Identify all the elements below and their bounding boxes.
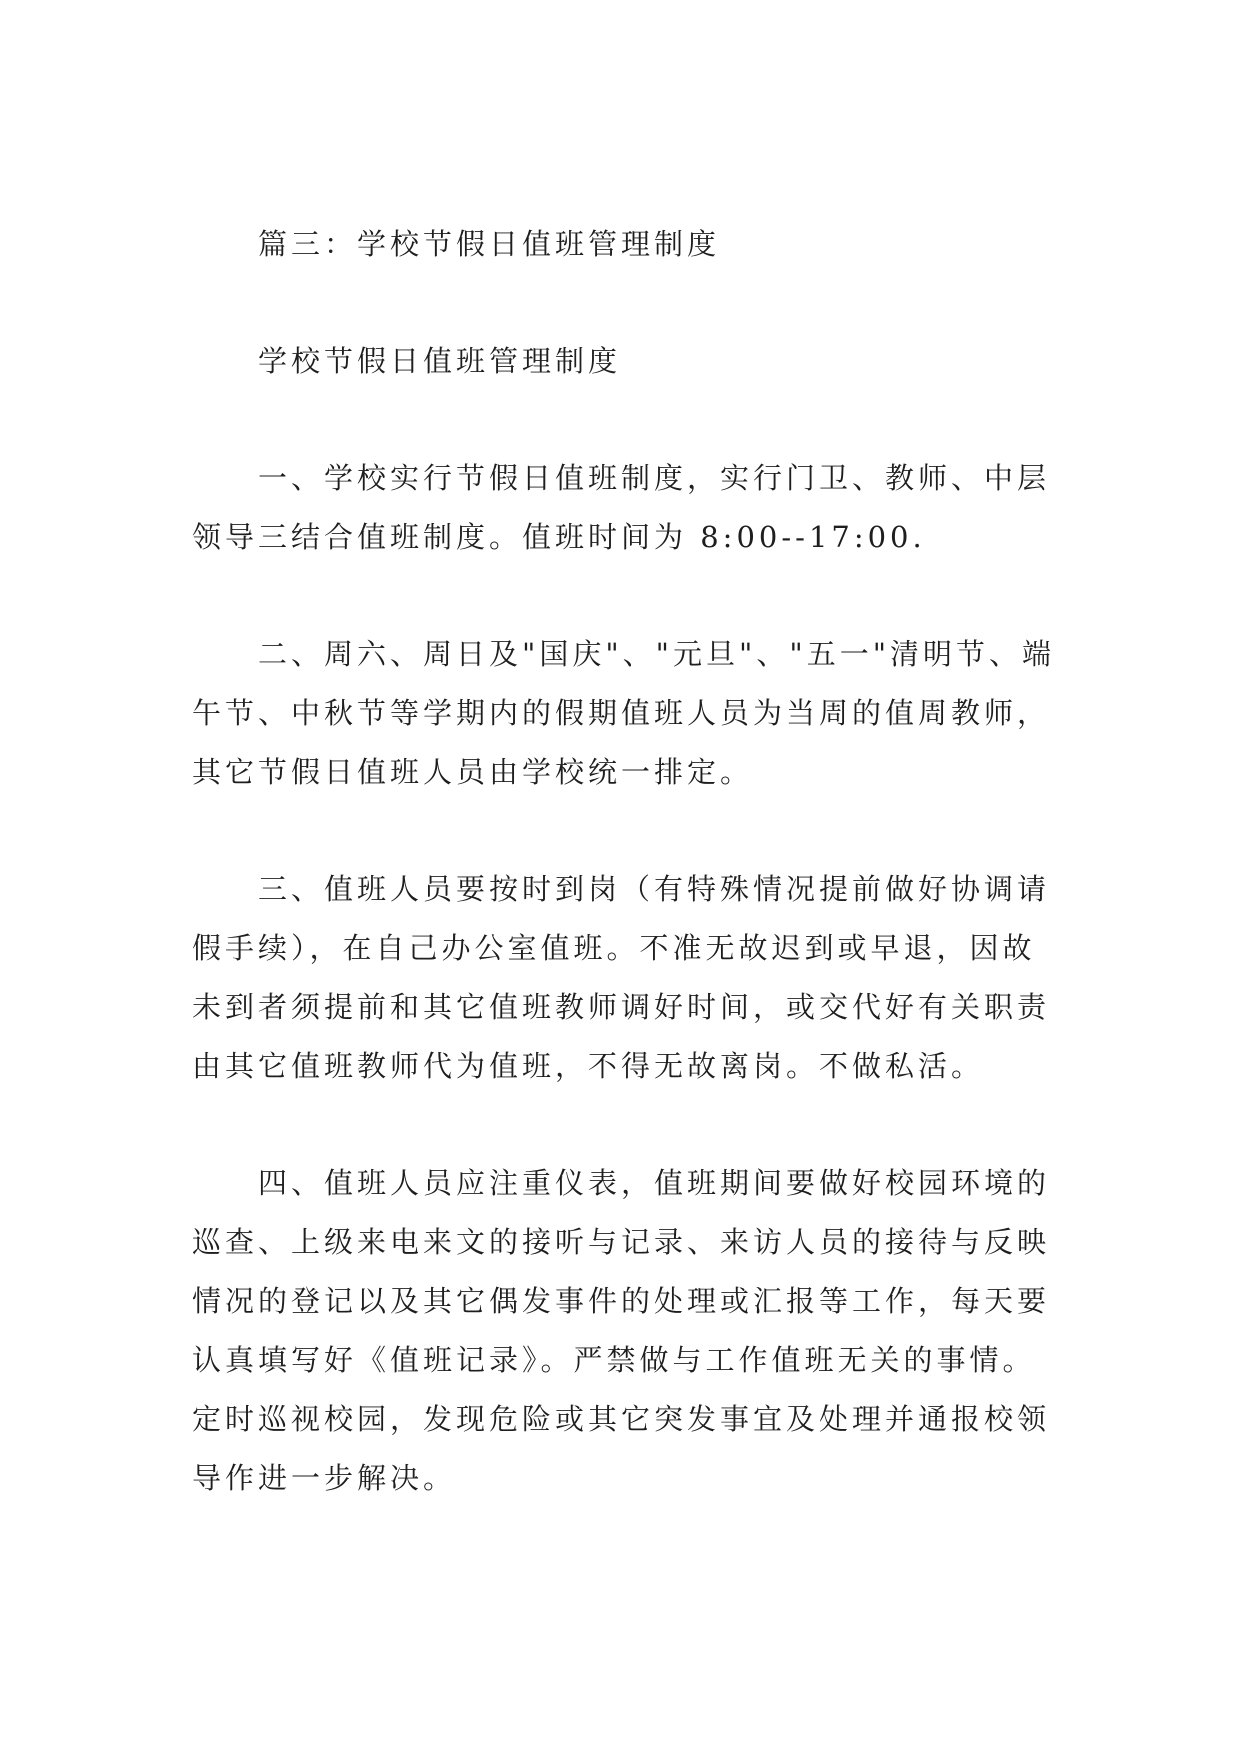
- paragraph-line: 一、学校实行节假日值班制度，实行门卫、教师、中层: [258, 461, 1051, 495]
- paragraph-line: 由其它值班教师代为值班，不得无故离岗。不做私活。: [192, 1049, 985, 1083]
- paragraph-line: 四、值班人员应注重仪表，值班期间要做好校园环境的: [258, 1166, 1051, 1200]
- paragraph-line: 未到者须提前和其它值班教师调好时间，或交代好有关职责: [192, 990, 1051, 1024]
- paragraph-line: 巡查、上级来电来文的接听与记录、来访人员的接待与反映: [192, 1225, 1051, 1259]
- paragraph-line: 其它节假日值班人员由学校统一排定。: [192, 755, 754, 789]
- paragraph-line: 导作进一步解决。: [192, 1461, 457, 1495]
- heading-text: 篇三：学校节假日值班管理制度: [258, 227, 721, 261]
- paragraph-line: 领导三结合值班制度。值班时间为 8:00--17:00.: [192, 520, 926, 554]
- paragraph-3: [192, 860, 1092, 1096]
- document-body: [192, 215, 1092, 1566]
- paragraph-line: 情况的登记以及其它偶发事件的处理或汇报等工作，每天要: [192, 1284, 1051, 1318]
- paragraph-line: 二、周六、周日及"国庆"、"元旦"、"五一"清明节、端: [258, 637, 1056, 671]
- document-subheading: [192, 332, 1092, 391]
- paragraph-2: [192, 625, 1092, 802]
- paragraph-4: [192, 1154, 1092, 1508]
- document-heading: [192, 215, 1092, 274]
- paragraph-line: 定时巡视校园，发现危险或其它突发事宜及处理并通报校领: [192, 1402, 1051, 1436]
- paragraph-line: 午节、中秋节等学期内的假期值班人员为当周的值周教师，: [192, 696, 1051, 730]
- paragraph-line: 假手续），在自己办公室值班。不准无故迟到或早退，因故: [192, 931, 1036, 965]
- paragraph-line: 三、值班人员要按时到岗（有特殊情况提前做好协调请: [258, 872, 1051, 906]
- subheading-text: 学校节假日值班管理制度: [258, 344, 622, 378]
- paragraph-line: 认真填写好《值班记录》。严禁做与工作值班无关的事情。: [192, 1343, 1036, 1377]
- paragraph-1: [192, 449, 1092, 567]
